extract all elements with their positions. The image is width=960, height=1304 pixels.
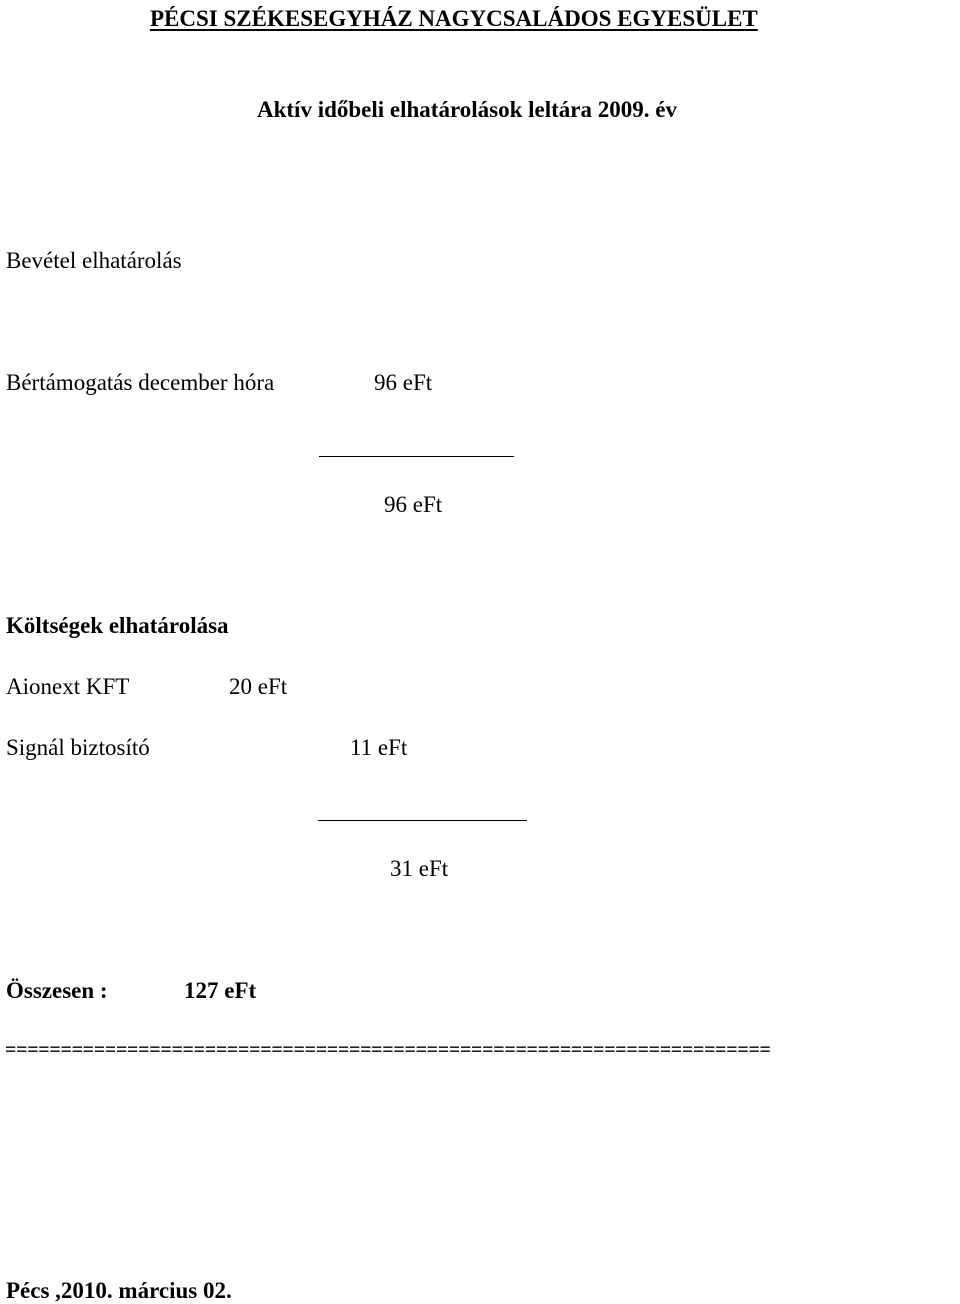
income-subtotal-rule — [319, 456, 514, 457]
income-subtotal: 96 eFt — [384, 492, 443, 517]
cost-item-amount: 11 eFt — [350, 735, 408, 760]
place-date: Pécs ,2010. március 02. — [6, 1278, 232, 1303]
total-label: Összesen : — [6, 978, 108, 1003]
cost-item-amount: 20 eFt — [229, 674, 288, 699]
double-rule: ===================================================================== — [5, 1040, 771, 1060]
cost-item-label: Signál biztosító — [6, 735, 150, 760]
income-item-amount: 96 eFt — [374, 370, 433, 395]
total-amount: 127 eFt — [184, 978, 257, 1003]
income-item-label: Bértámogatás december hóra — [6, 370, 275, 395]
income-section-heading: Bevétel elhatárolás — [6, 248, 182, 273]
cost-section-heading: Költségek elhatárolása — [6, 613, 229, 638]
organization-name: PÉCSI SZÉKESEGYHÁZ NAGYCSALÁDOS EGYESÜLET — [150, 6, 758, 31]
cost-subtotal-rule — [318, 820, 527, 821]
cost-item-label: Aionext KFT — [6, 674, 130, 699]
cost-subtotal: 31 eFt — [390, 856, 449, 881]
document-title: Aktív időbeli elhatárolások leltára 2009. év — [257, 97, 677, 122]
